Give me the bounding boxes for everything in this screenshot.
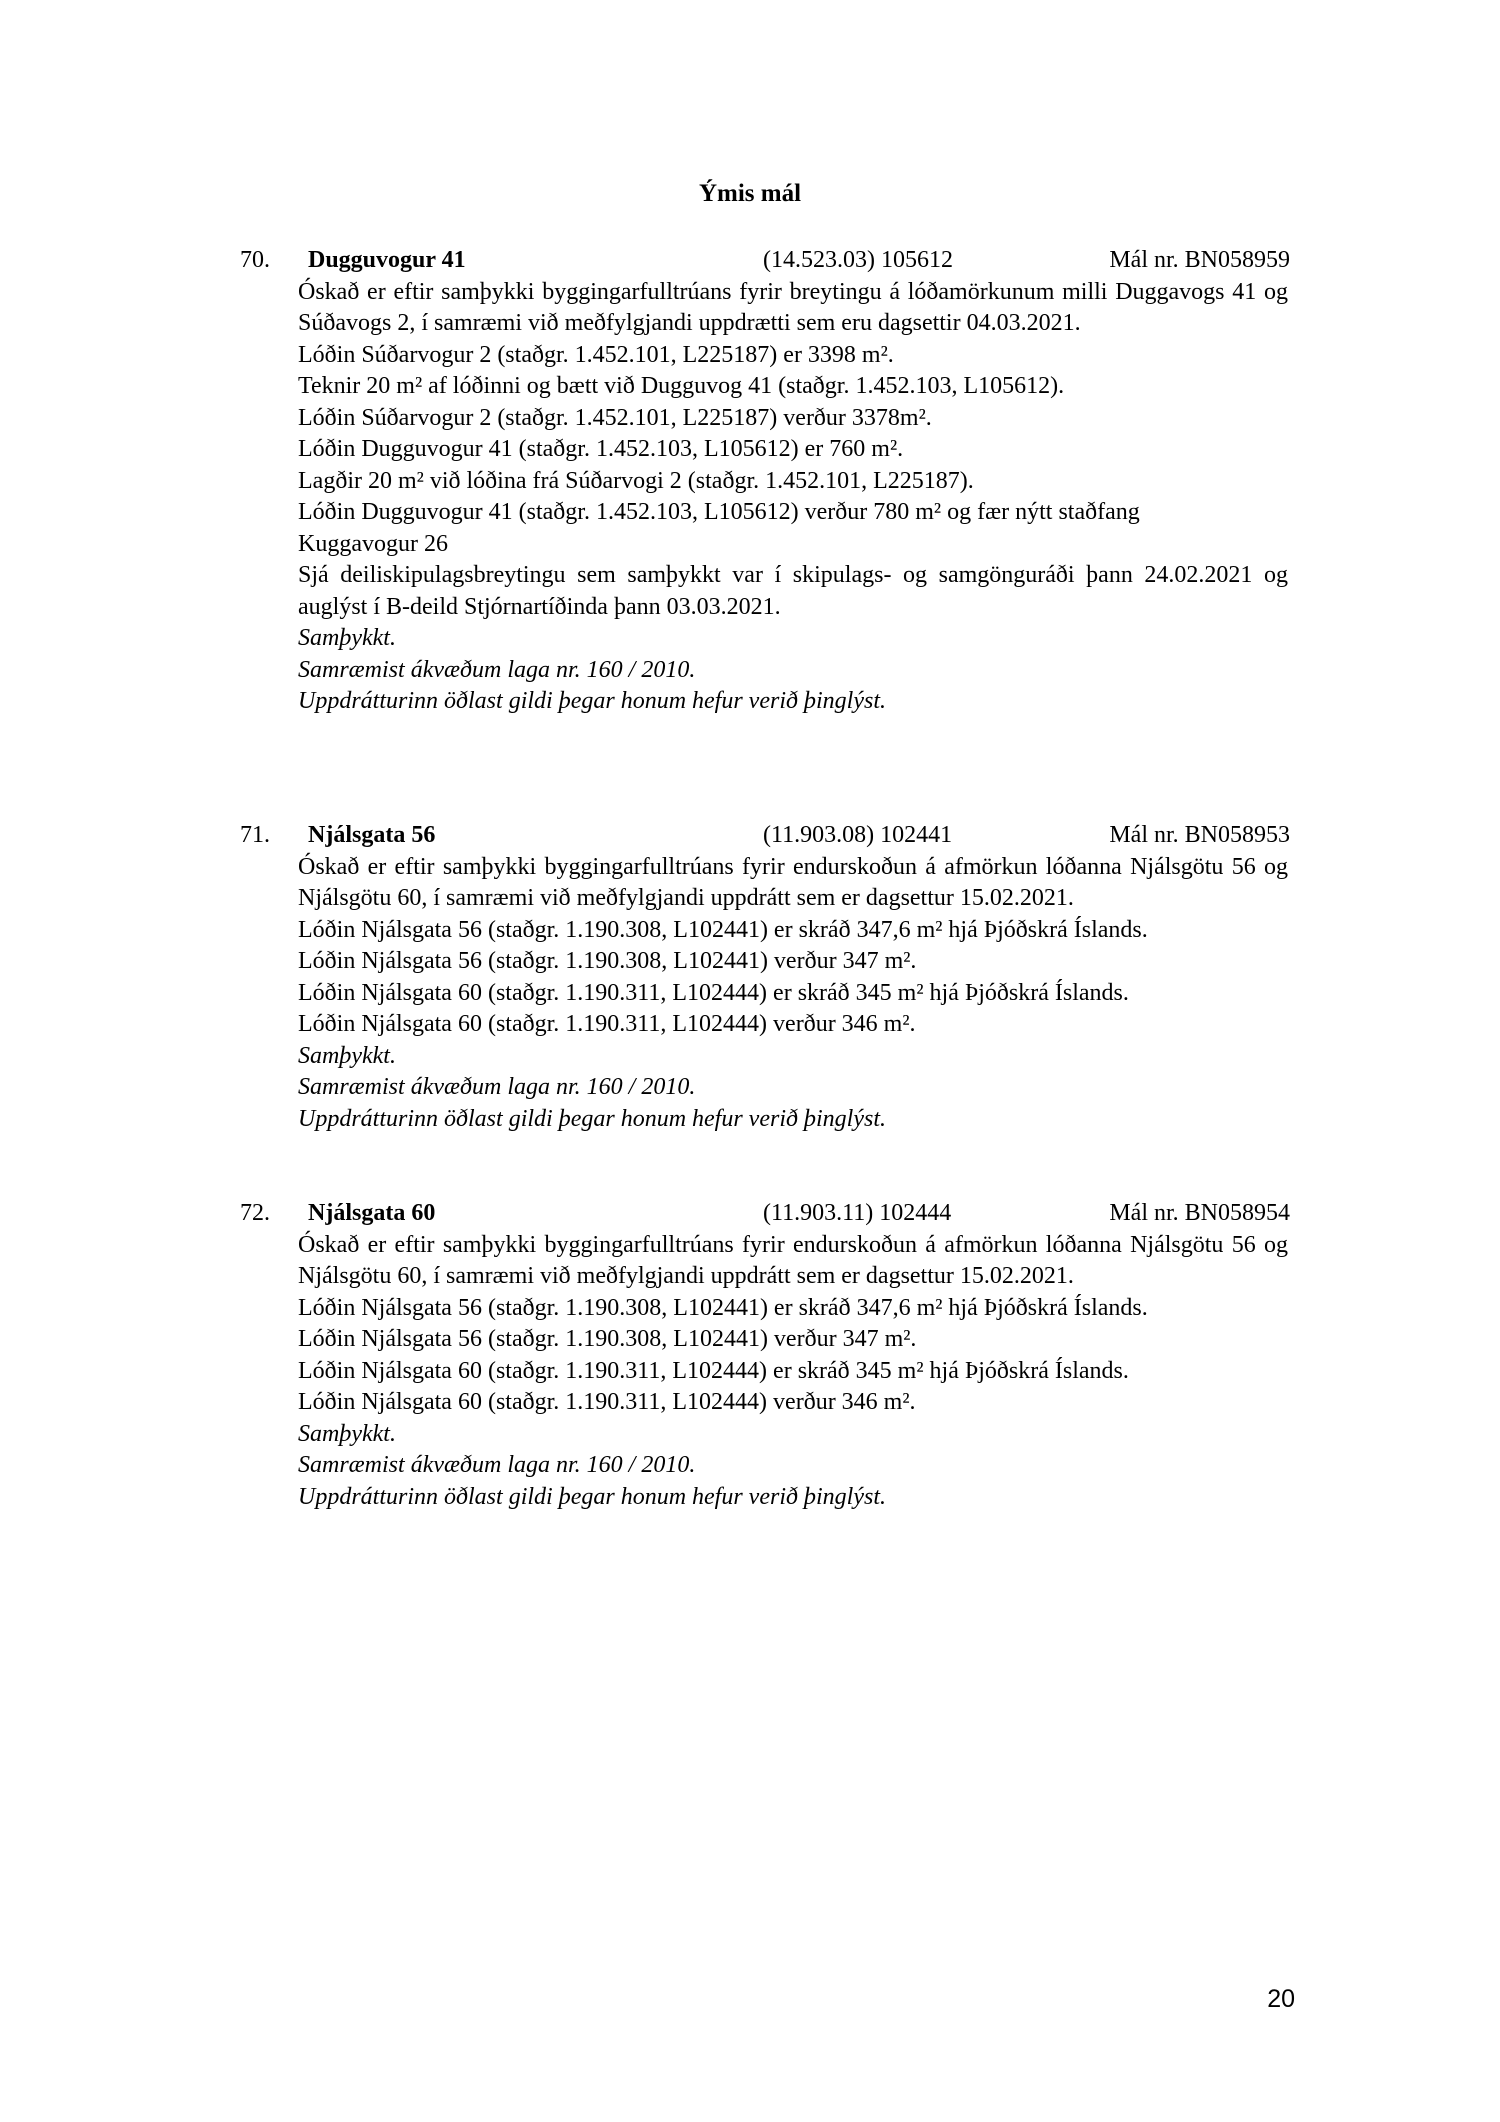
case-lot-reference: (11.903.11) 102444 [763,1200,952,1226]
case-detail-line: Lóðin Súðarvogur 2 (staðgr. 1.452.101, L225187) er 3398 m². [298,341,894,368]
case-law-reference: Samræmist ákvæðum laga nr. 160 / 2010. [298,1452,696,1478]
case-note: Sjá deiliskipulagsbreytingu sem samþykkt var í skipulags- og samgönguráði þann 24.02.2021 og auglýst í B-deild Stjórnartíðinda þann 03.03.2021. [298,562,1288,620]
case-validity: Uppdrátturinn öðlast gildi þegar honum hefur verið þinglýst. [298,1105,886,1132]
case-body [298,852,1288,1136]
case-detail-line: Lagðir 20 m² við lóðina frá Súðarvogi 2 (staðgr. 1.452.101, L225187). [298,467,974,494]
case-detail-line: Lóðin Njálsgata 60 (staðgr. 1.190.311, L102444) verður 346 m². [298,1389,916,1415]
case-detail-line: Lóðin Dugguvogur 41 (staðgr. 1.452.103, L105612) er 760 m². [298,436,904,462]
case-entry-71 [240,820,1290,1135]
case-header [240,820,1290,852]
case-number: 71. [240,822,270,848]
case-description: Óskað er eftir samþykki byggingarfulltrúans fyrir endurskoðun á afmörkun lóðanna Njálsgötu 56 og Njálsgötu 60, í samræmi við meðfylgjandi uppdrátt sem er dagsettur 15.02.2021. [298,853,1288,911]
case-number: 70. [240,247,270,273]
case-validity: Uppdrátturinn öðlast gildi þegar honum hefur verið þinglýst. [298,688,886,714]
case-detail-line: Lóðin Njálsgata 56 (staðgr. 1.190.308, L102441) er skráð 347,6 m² hjá Þjóðskrá Íslands. [298,916,1148,943]
case-entry-72 [240,1198,1290,1513]
case-address: Njálsgata 56 [308,822,436,848]
case-lot-reference: (14.523.03) 105612 [763,247,953,273]
case-detail-line: Lóðin Njálsgata 60 (staðgr. 1.190.311, L102444) er skráð 345 m² hjá Þjóðskrá Íslands. [298,979,1129,1006]
case-address: Dugguvogur 41 [308,247,466,273]
case-decision: Samþykkt. [298,1420,396,1447]
case-detail-line: Lóðin Súðarvogur 2 (staðgr. 1.452.101, L225187) verður 3378m². [298,404,932,431]
case-law-reference: Samræmist ákvæðum laga nr. 160 / 2010. [298,1074,696,1100]
case-address: Njálsgata 60 [308,1200,436,1226]
case-detail-line: Lóðin Dugguvogur 41 (staðgr. 1.452.103, L105612) verður 780 m² og fær nýtt staðfang [298,499,1140,525]
case-description: Óskað er eftir samþykki byggingarfulltrúans fyrir endurskoðun á afmörkun lóðanna Njálsgötu 56 og Njálsgötu 60, í samræmi við meðfylgjandi uppdrátt sem er dagsettur 15.02.2021. [298,1231,1288,1289]
case-detail-line: Lóðin Njálsgata 60 (staðgr. 1.190.311, L102444) verður 346 m². [298,1011,916,1037]
case-validity: Uppdrátturinn öðlast gildi þegar honum hefur verið þinglýst. [298,1483,886,1510]
case-header [240,245,1290,277]
case-detail-line: Lóðin Njálsgata 56 (staðgr. 1.190.308, L102441) er skráð 347,6 m² hjá Þjóðskrá Íslands. [298,1294,1148,1321]
case-detail-line: Lóðin Njálsgata 56 (staðgr. 1.190.308, L102441) verður 347 m². [298,1326,917,1352]
case-id: Mál nr. BN058959 [1109,247,1290,273]
page-number: 20 [1267,1985,1295,2013]
case-decision: Samþykkt. [298,1042,396,1069]
case-detail-line: Lóðin Njálsgata 56 (staðgr. 1.190.308, L102441) verður 347 m². [298,948,917,974]
case-body [298,1230,1288,1514]
section-title: Ýmis mál [698,180,802,207]
case-detail-line: Teknir 20 m² af lóðinni og bætt við Dugguvog 41 (staðgr. 1.452.103, L105612). [298,373,1065,399]
case-number: 72. [240,1200,270,1226]
case-decision: Samþykkt. [298,625,396,651]
case-description: Óskað er eftir samþykki byggingarfulltrúans fyrir breytingu á lóðamörkunum milli Duggavogs 41 og Súðavogs 2, í samræmi við meðfylgjandi uppdrætti sem eru dagsettir 04.03.2021. [298,278,1288,336]
case-body [298,277,1288,718]
case-detail-line: Lóðin Njálsgata 60 (staðgr. 1.190.311, L102444) er skráð 345 m² hjá Þjóðskrá Íslands. [298,1357,1129,1384]
case-entry-70 [240,245,1290,718]
case-header [240,1198,1290,1230]
case-law-reference: Samræmist ákvæðum laga nr. 160 / 2010. [298,656,696,683]
case-detail-line: Kuggavogur 26 [298,530,448,557]
case-lot-reference: (11.903.08) 102441 [763,822,953,848]
case-id: Mál nr. BN058954 [1109,1200,1290,1226]
case-id: Mál nr. BN058953 [1109,822,1290,848]
